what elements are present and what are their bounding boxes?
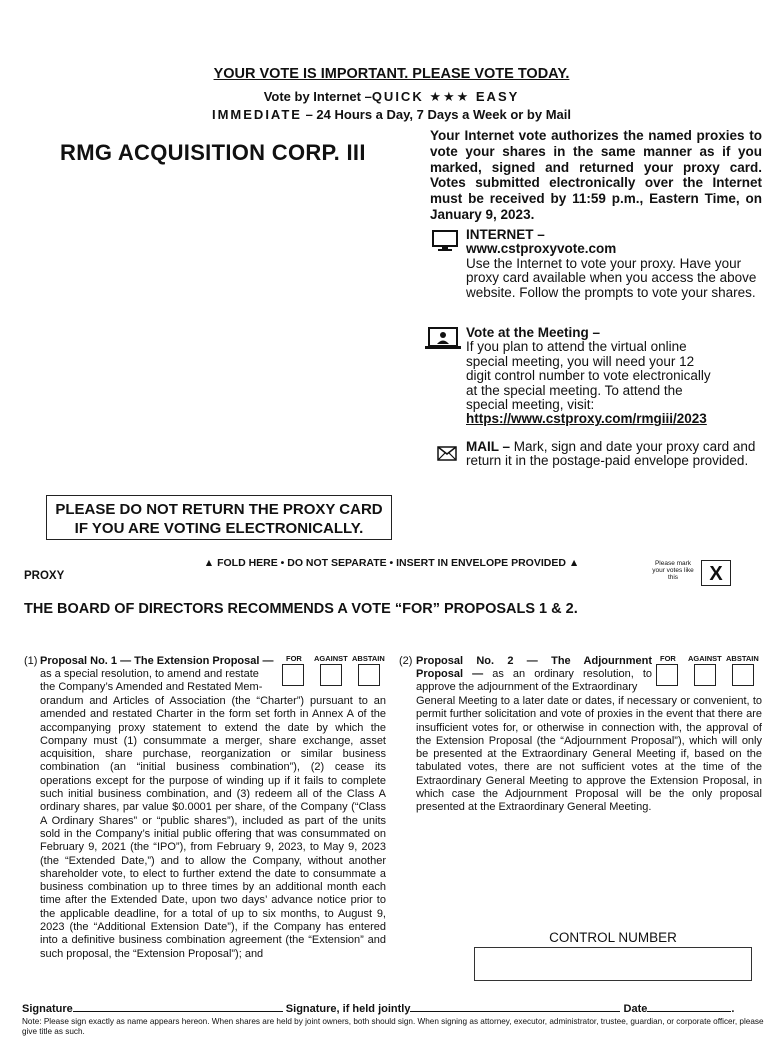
vote-by-internet-line bbox=[0, 89, 783, 105]
proposal-2-title-cont: Proposal — bbox=[416, 668, 484, 680]
internet-instructions: Use the Internet to vote your proxy. Have your proxy card available when you access the above website. Follow the prompts to vote your shares. bbox=[466, 255, 757, 300]
meeting-url[interactable]: https://www.cstproxy.com/rmgiii/2023 bbox=[466, 411, 707, 427]
p2-abstain-header: ABSTAIN bbox=[726, 654, 759, 663]
signature-blank[interactable] bbox=[73, 1011, 283, 1012]
signature-joint-blank[interactable] bbox=[410, 1011, 620, 1012]
p2-against-header: AGAINST bbox=[688, 654, 722, 663]
control-number-label: CONTROL NUMBER bbox=[549, 930, 677, 945]
internet-title: INTERNET – bbox=[466, 227, 545, 242]
envelope-icon bbox=[437, 446, 457, 466]
meeting-title: Vote at the Meeting – bbox=[466, 325, 601, 340]
board-recommendation: THE BOARD OF DIRECTORS RECOMMENDS A VOTE “FOR” PROPOSALS 1 & 2. bbox=[24, 601, 578, 617]
proposal-2-lead-block bbox=[416, 668, 652, 695]
internet-vote-intro: Your Internet vote authorizes the named proxies to vote your shares in the same manner as if you marked, signed and returned your proxy card. Votes submitted electronically over the Internet must be received by 11:59 p.m., Eastern Time, on January 9, 2023. bbox=[430, 128, 762, 222]
signature-joint-label: Signature, if held jointly bbox=[285, 1003, 411, 1015]
mark-instruction: Please mark your votes like this bbox=[652, 560, 694, 582]
notice-line-1: PLEASE DO NOT RETURN THE PROXY CARD bbox=[55, 501, 383, 518]
internet-method bbox=[466, 228, 766, 300]
internet-url[interactable]: www.cstproxyvote.com bbox=[466, 241, 617, 257]
proposal-2-lead: as an ordinary resolution, to approve the adjournment of the Extraordinary bbox=[416, 668, 652, 694]
meeting-instructions: If you plan to attend the virtual online special meeting, you will need your 12 digit control number to vote electronically at the special meeting. To attend the special meeting, visit: bbox=[466, 339, 711, 413]
p2-for-header: FOR bbox=[660, 654, 676, 663]
meeting-method bbox=[466, 326, 766, 427]
proposal-1-number: (1) bbox=[24, 655, 38, 667]
vote-important-title: YOUR VOTE IS IMPORTANT. PLEASE VOTE TODAY. bbox=[213, 66, 570, 82]
proxy-label: PROXY bbox=[24, 570, 65, 582]
computer-monitor-icon bbox=[432, 230, 458, 257]
control-number-box[interactable] bbox=[474, 947, 752, 981]
p1-against-header: AGAINST bbox=[314, 654, 348, 663]
fold-instruction: ▲ FOLD HERE • DO NOT SEPARATE • INSERT IN ENVELOPE PROVIDED ▲ bbox=[203, 557, 580, 569]
virtual-meeting-icon bbox=[424, 327, 462, 356]
company-name: RMG ACQUISITION CORP. III bbox=[60, 140, 366, 165]
immediate-line bbox=[0, 107, 783, 122]
proposal-1-lead: as a special resolution, to amend and restate the Company’s Amended and Restated Mem- bbox=[40, 668, 263, 694]
mail-instructions: Mark, sign and date your proxy card and return it in the postage-paid envelope provided. bbox=[466, 439, 756, 469]
signing-note: Note: Please sign exactly as name appears hereon. When shares are held by joint owners, both should sign. When signing as attorney, executor, administrator, trustee, guardian, or corporate officer, please give title as such. bbox=[22, 1017, 764, 1036]
quick-easy-text: QUICK ★★★ EASY bbox=[371, 89, 520, 104]
p1-abstain-checkbox[interactable] bbox=[358, 664, 380, 686]
mail-title: MAIL – bbox=[466, 439, 511, 454]
mark-example-box: X bbox=[701, 560, 731, 586]
hours-text: – 24 Hours a Day, 7 Days a Week or by Mail bbox=[301, 107, 572, 122]
signature-line: Signature Signature, if held jointly Date . bbox=[22, 1003, 735, 1015]
p2-abstain-checkbox[interactable] bbox=[732, 664, 754, 686]
p2-against-checkbox[interactable] bbox=[694, 664, 716, 686]
proposal-2-title: Proposal No. 2 — The Adjournment bbox=[416, 655, 652, 667]
p1-for-header: FOR bbox=[286, 654, 302, 663]
proposal-1-body: orandum and Articles of Association (the “Charter”) pursuant to an amended and restated Charter in the form set forth in Annex A of the accompanying proxy statement to extend the date by which the Company must (1) consummate a merger, share exchange, asset acquisition, share purchase, reorganization or similar business combination (an “initial business combination”), (2) cease its operations except for the purpose of winding up if it fails to complete such initial business combination, and (3) redeem all of the Class A ordinary shares, par value $0.0001 per share, of the Company (“Class A Ordinary Shares” or “public shares”), included as part of the units sold in the Company’s initial public offering that was consummated on February 9, 2021 (the “IPO”), from February 9, 2023, to May 9, 2023 (the “Extended Date,”) and to allow the Company, without another shareholder vote, to elect to further extend the date to consummate a business combination up to three times by an additional month each time after the Extended Date, upon two days’ advance notice prior to the applicable deadline, for a total of up to six months, to August 9, 2023 (the “Additional Extension Date”), if the Company has entered into a definitive business combination agreement (the “Extension” and such proposal, the “Extension Proposal”); and bbox=[40, 695, 386, 960]
do-not-return-notice bbox=[46, 495, 392, 540]
immediate-text: IMMEDIATE bbox=[211, 107, 302, 122]
p1-abstain-header: ABSTAIN bbox=[352, 654, 385, 663]
p2-for-checkbox[interactable] bbox=[656, 664, 678, 686]
p1-for-checkbox[interactable] bbox=[282, 664, 304, 686]
notice-line-2: IF YOU ARE VOTING ELECTRONICALLY. bbox=[74, 520, 364, 537]
mail-method bbox=[466, 440, 766, 469]
vote-by-internet-text: Vote by Internet – bbox=[263, 89, 372, 104]
date-label: Date bbox=[623, 1003, 648, 1015]
signature-label: Signature bbox=[22, 1003, 73, 1015]
proposal-2-body: General Meeting to a later date or dates, if necessary or convenient, to permit further solicitation and vote of proxies in the event that there are insufficient votes for, or otherwise in connection with, the approval of the Extension Proposal (the “Adjournment Proposal”), which will only be presented at the Extraordinary General Meeting if, based on the tabulated votes, there are not sufficient votes at the time of the Extraordinary General Meeting to approve the Extension Proposal, in which case the Adjournment Proposal will be the only proposal presented at the Extraordinary General Meeting. bbox=[416, 695, 762, 814]
proposal-2-number: (2) bbox=[399, 655, 413, 667]
proposal-1-title: Proposal No. 1 — The Extension Proposal — bbox=[40, 655, 274, 667]
p1-against-checkbox[interactable] bbox=[320, 664, 342, 686]
date-blank[interactable] bbox=[647, 1011, 731, 1012]
